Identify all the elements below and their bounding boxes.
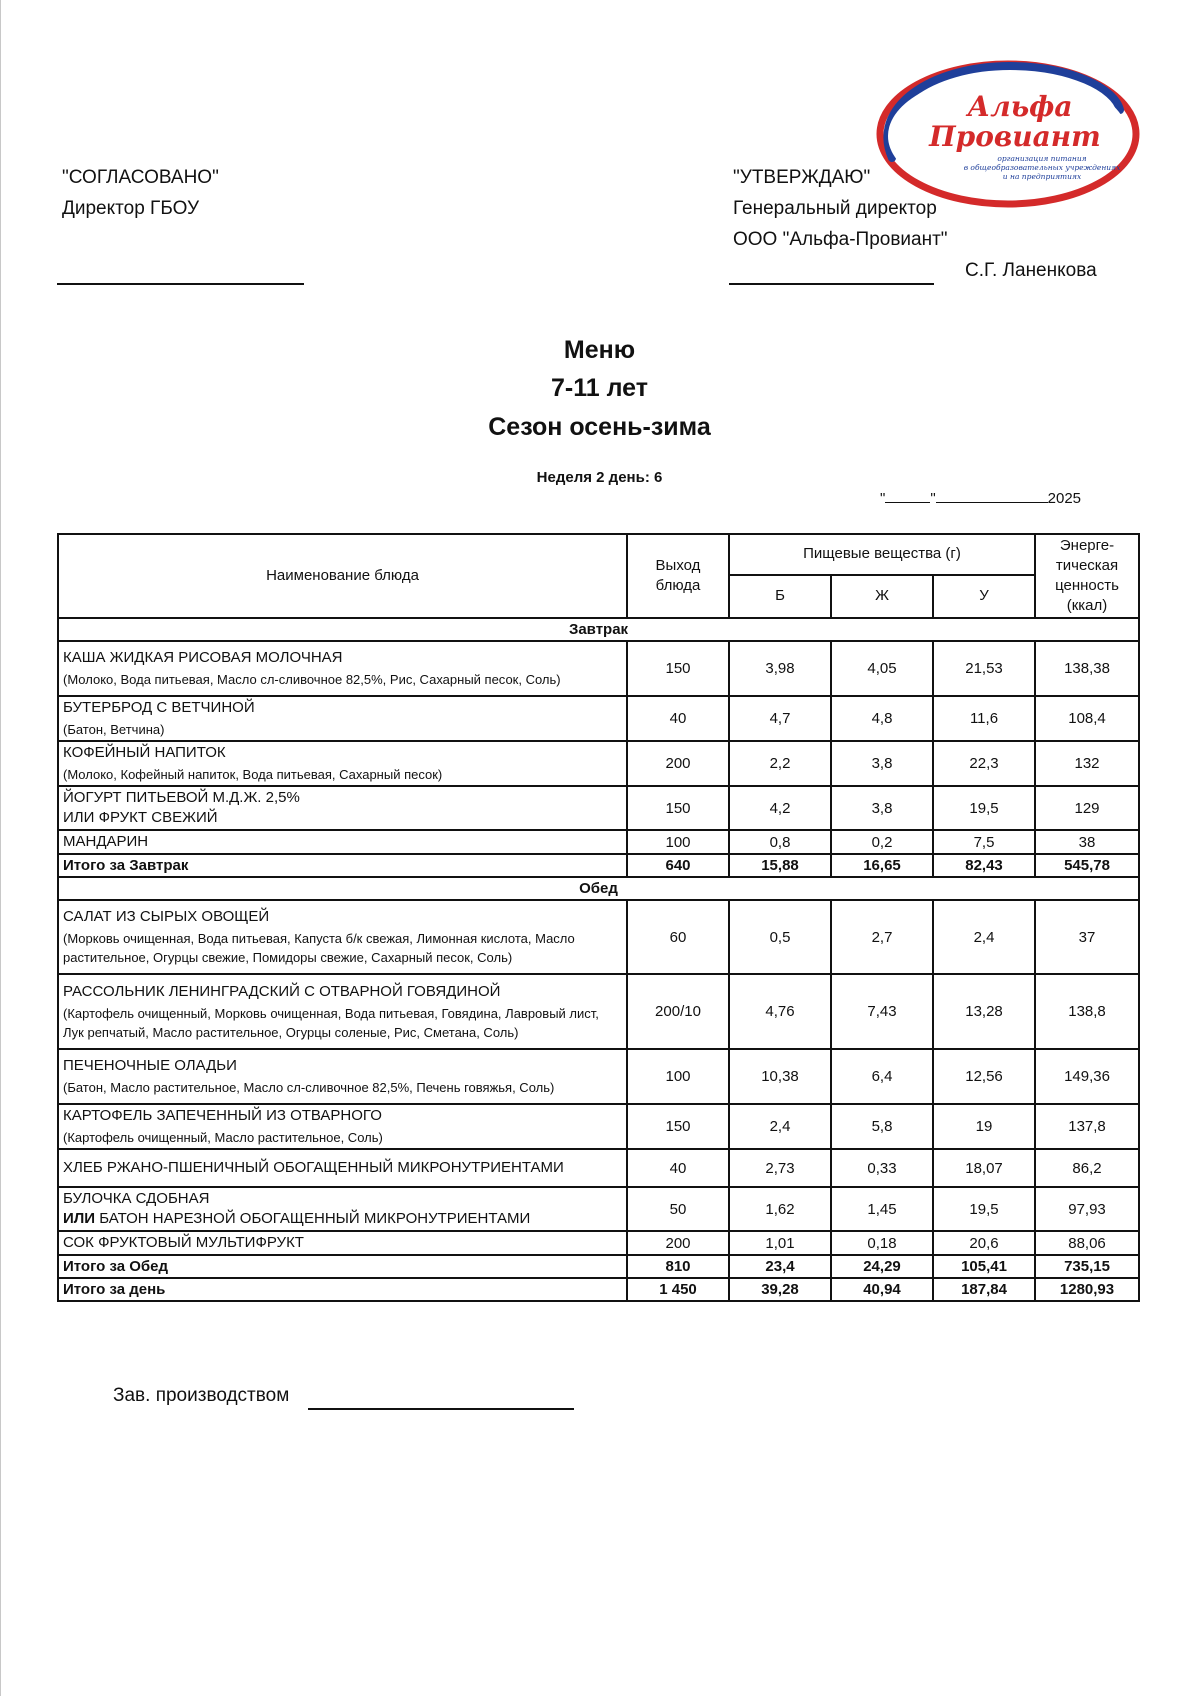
table-row: РАССОЛЬНИК ЛЕНИНГРАДСКИЙ С ОТВАРНОЙ ГОВЯДИНОЙ (Картофель очищенный, Морковь очищенная, Вода питьевая, Говядина, Лавровый лист, Лук репчатый, Масло растительное, Огурцы соленые, Рис, Сметана, Соль) 200/10 4,76 7,43 13,28 138,8 bbox=[58, 974, 1139, 1049]
day-total-row: Итого за день 1 450 39,28 40,94 187,84 1280,93 bbox=[58, 1278, 1139, 1301]
table-row: КОФЕЙНЫЙ НАПИТОК (Молоко, Кофейный напиток, Вода питьевая, Сахарный песок) 200 2,2 3,8 22,3 132 bbox=[58, 741, 1139, 786]
menu-title: Меню bbox=[563, 336, 636, 364]
age-range: 7-11 лет bbox=[551, 374, 648, 402]
table-row: МАНДАРИН 100 0,8 0,2 7,5 38 bbox=[58, 830, 1139, 854]
signatory-name: С.Г. Ланенкова bbox=[965, 260, 1097, 281]
date-year: 2025 bbox=[1047, 490, 1082, 507]
logo-tagline2: в общеобразовательных учреждениях bbox=[963, 163, 1121, 172]
header-nutrients: Пищевые вещества (г) bbox=[729, 534, 1035, 575]
production-manager-signature-line bbox=[308, 1408, 574, 1410]
alfa-proviant-logo bbox=[870, 58, 1140, 210]
section-breakfast: Завтрак bbox=[58, 618, 1139, 641]
logo-line2: Провиант bbox=[929, 120, 1101, 153]
table-row: КАША ЖИДКАЯ РИСОВАЯ МОЛОЧНАЯ (Молоко, Вода питьевая, Масло сл-сливочное 82,5%, Рис, Сахарный песок, Соль) 150 3,98 4,05 21,53 138,38 bbox=[58, 641, 1139, 696]
header-output: Выход блюда bbox=[627, 534, 729, 618]
dish-name: РАССОЛЬНИК ЛЕНИНГРАДСКИЙ С ОТВАРНОЙ ГОВЯДИНОЙ bbox=[63, 982, 501, 1000]
dish-name: ХЛЕБ РЖАНО-ПШЕНИЧНЫЙ ОБОГАЩЕННЫЙ МИКРОНУТРИЕНТАМИ bbox=[63, 1159, 564, 1176]
lunch-total-row: Итого за Обед 810 23,4 24,29 105,41 735,15 bbox=[58, 1255, 1139, 1278]
table-row: САЛАТ ИЗ СЫРЫХ ОВОЩЕЙ (Морковь очищенная, Вода питьевая, Капуста б/к свежая, Лимонная кислота, Масло растительное, Огурцы свежие, Помидоры свежие, Сахарный песок, Соль) 60 0,5 2,7 2,4 37 bbox=[58, 900, 1139, 974]
dish-composition: (Молоко, Вода питьевая, Масло сл-сливочное 82,5%, Рис, Сахарный песок, Соль) bbox=[63, 672, 561, 687]
menu-table bbox=[57, 533, 1140, 1302]
general-director-position: Генеральный директор bbox=[733, 198, 937, 219]
approval-block-left bbox=[62, 162, 219, 224]
logo-line1: Альфа bbox=[967, 90, 1073, 123]
dish-name: БУЛОЧКА СДОБНАЯ bbox=[63, 1190, 210, 1207]
dish-name: КОФЕЙНЫЙ НАПИТОК bbox=[63, 744, 226, 761]
or-label: ИЛИ bbox=[63, 1210, 96, 1227]
table-row: БУЛОЧКА СДОБНАЯ ИЛИ БАТОН НАРЕЗНОЙ ОБОГАЩЕННЫЙ МИКРОНУТРИЕНТАМИ 50 1,62 1,45 19,5 97,93 bbox=[58, 1187, 1139, 1231]
table-row: ХЛЕБ РЖАНО-ПШЕНИЧНЫЙ ОБОГАЩЕННЫЙ МИКРОНУТРИЕНТАМИ 40 2,73 0,33 18,07 86,2 bbox=[58, 1149, 1139, 1187]
dish-name: БУТЕРБРОД С ВЕТЧИНОЙ bbox=[63, 699, 255, 716]
approved-label: "СОГЛАСОВАНО" bbox=[62, 167, 219, 188]
section-lunch: Обед bbox=[58, 877, 1139, 900]
dish-name: КАША ЖИДКАЯ РИСОВАЯ МОЛОЧНАЯ bbox=[63, 649, 343, 666]
dish-composition: (Морковь очищенная, Вода питьевая, Капуста б/к свежая, Лимонная кислота, Масло растительное, Огурцы свежие, Помидоры свежие, Сахарный песок, Соль) bbox=[63, 931, 575, 965]
dish-composition: (Картофель очищенный, Масло растительное, Соль) bbox=[63, 1130, 383, 1145]
dish-alternative: ИЛИ ФРУКТ СВЕЖИЙ bbox=[63, 809, 218, 826]
dish-composition: (Батон, Ветчина) bbox=[63, 722, 165, 737]
table-row: БУТЕРБРОД С ВЕТЧИНОЙ (Батон, Ветчина) 40 4,7 4,8 11,6 108,4 bbox=[58, 696, 1139, 741]
dish-name: ПЕЧЕНОЧНЫЕ ОЛАДЬИ bbox=[63, 1057, 237, 1074]
header-name: Наименование блюда bbox=[58, 534, 627, 618]
dish-name: КАРТОФЕЛЬ ЗАПЕЧЕННЫЙ ИЗ ОТВАРНОГО bbox=[63, 1107, 382, 1124]
dish-name: ЙОГУРТ ПИТЬЕВОЙ М.Д.Ж. 2,5% bbox=[63, 789, 300, 806]
dish-composition: (Картофель очищенный, Морковь очищенная, Вода питьевая, Говядина, Лавровый лист, Лук репчатый, Масло растительное, Огурцы соленые, Рис, Сметана, Соль) bbox=[63, 1005, 599, 1040]
header-energy: Энерге-тическая ценность (ккал) bbox=[1035, 534, 1139, 618]
dish-composition: (Батон, Масло растительное, Масло сл-сливочное 82,5%, Печень говяжья, Соль) bbox=[63, 1080, 555, 1095]
dish-alternative: БАТОН НАРЕЗНОЙ ОБОГАЩЕННЫЙ МИКРОНУТРИЕНТАМИ bbox=[95, 1210, 531, 1227]
week-day: Неделя 2 день: 6 bbox=[536, 469, 663, 486]
signature-line-left bbox=[57, 283, 304, 285]
table-row: СОК ФРУКТОВЫЙ МУЛЬТИФРУКТ 200 1,01 0,18 20,6 88,06 bbox=[58, 1231, 1139, 1255]
header-protein: Б bbox=[729, 575, 831, 618]
dish-name: САЛАТ ИЗ СЫРЫХ ОВОЩЕЙ bbox=[63, 908, 270, 925]
table-row: ЙОГУРТ ПИТЬЕВОЙ М.Д.Ж. 2,5% ИЛИ ФРУКТ СВЕЖИЙ 150 4,2 3,8 19,5 129 bbox=[58, 786, 1139, 830]
logo-tagline1: организация питания bbox=[997, 154, 1087, 163]
table-row: КАРТОФЕЛЬ ЗАПЕЧЕННЫЙ ИЗ ОТВАРНОГО (Картофель очищенный, Масло растительное, Соль) 150 2,4 5,8 19 137,8 bbox=[58, 1104, 1139, 1149]
dish-composition: (Молоко, Кофейный напиток, Вода питьевая, Сахарный песок) bbox=[63, 767, 443, 782]
dish-name: МАНДАРИН bbox=[63, 833, 149, 850]
signature-line-right bbox=[729, 283, 934, 285]
season: Сезон осень-зима bbox=[488, 413, 711, 441]
approve-label: "УТВЕРЖДАЮ" bbox=[733, 167, 871, 188]
dish-name: СОК ФРУКТОВЫЙ МУЛЬТИФРУКТ bbox=[63, 1234, 304, 1251]
director-position: Директор ГБОУ bbox=[62, 198, 200, 219]
header-fat: Ж bbox=[831, 575, 933, 618]
company-name: ООО "Альфа-Провиант" bbox=[733, 229, 948, 250]
table-row: ПЕЧЕНОЧНЫЕ ОЛАДЬИ (Батон, Масло растительное, Масло сл-сливочное 82,5%, Печень говяжья, Соль) 100 10,38 6,4 12,56 149,36 bbox=[58, 1049, 1139, 1104]
header-carbs: У bbox=[933, 575, 1035, 618]
date-line: " " 2025 bbox=[880, 490, 1082, 507]
breakfast-total-row: Итого за Завтрак 640 15,88 16,65 82,43 545,78 bbox=[58, 854, 1139, 877]
logo-tagline3: и на предприятиях bbox=[1002, 172, 1082, 181]
page-border bbox=[0, 0, 1, 1696]
production-manager-label: Зав. производством bbox=[113, 1385, 290, 1406]
